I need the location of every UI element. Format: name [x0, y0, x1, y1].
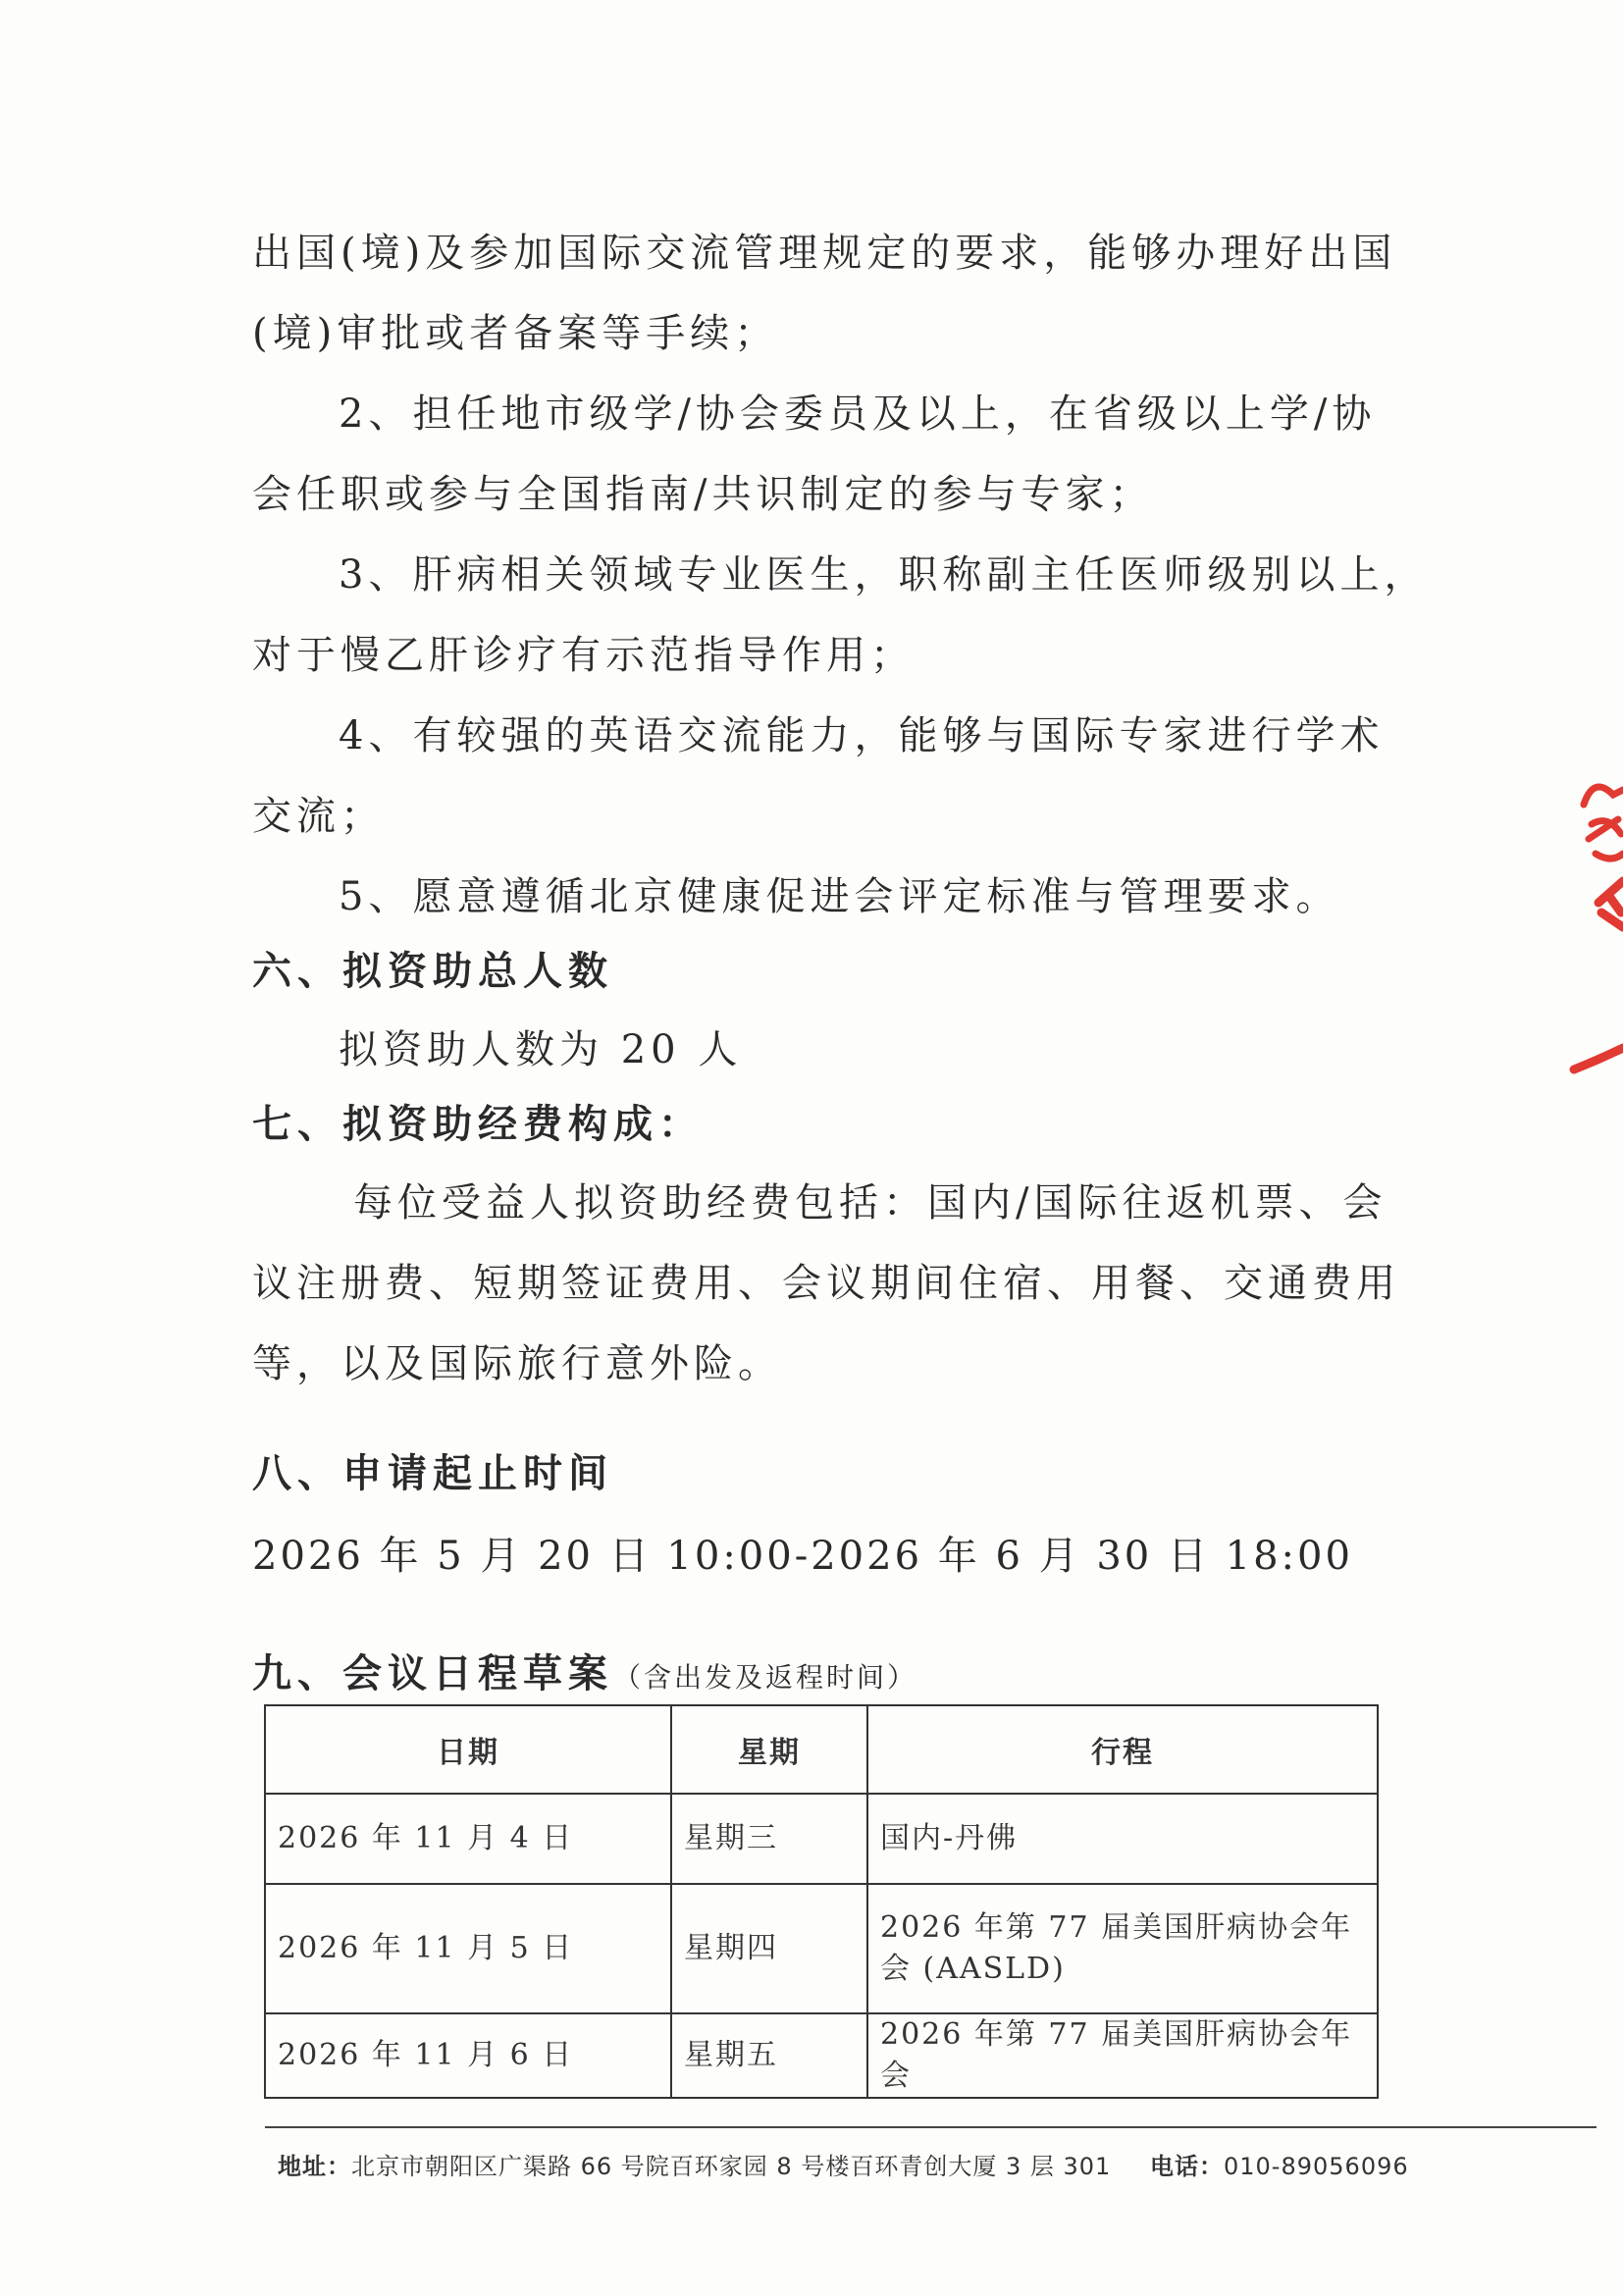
body-line: 每位受益人拟资助经费包括：国内/国际往返机票、会	[353, 1180, 1387, 1226]
table-row	[265, 2013, 1378, 2098]
footer-address-value: 北京市朝阳区广渠路 66 号院百环家园 8 号楼百环青创大厦 3 层 301	[351, 2153, 1112, 2180]
cell-itinerary: 2026 年第 77 届美国肝病协会年会	[867, 2013, 1378, 2098]
section-heading-8: 八、申请起止时间	[252, 1451, 613, 1496]
cell-weekday: 星期五	[671, 2013, 867, 2098]
footer-address	[278, 2147, 1111, 2181]
section-heading-6: 六、拟资助总人数	[252, 949, 613, 994]
criteria-item-4: 4、有较强的英语交流能力，能够与国际专家进行学术	[339, 713, 1385, 758]
schedule-table	[264, 1704, 1379, 2099]
red-seal-fragment-icon	[1515, 765, 1623, 1099]
cell-date: 2026 年 11 月 5 日	[265, 1884, 671, 2013]
body-line: 等，以及国际旅行意外险。	[252, 1341, 782, 1386]
cell-itinerary: 国内-丹佛	[867, 1794, 1378, 1884]
body-line: 交流；	[252, 794, 385, 839]
table-header-row	[265, 1705, 1378, 1794]
criteria-item-3: 3、肝病相关领域专业医生，职称副主任医师级别以上，	[339, 552, 1429, 598]
cell-date: 2026 年 11 月 4 日	[265, 1794, 671, 1884]
cell-weekday: 星期四	[671, 1884, 867, 2013]
cell-date: 2026 年 11 月 6 日	[265, 2013, 671, 2098]
body-line: 对于慢乙肝诊疗有示范指导作用；	[252, 633, 915, 678]
footer-phone-value: 010-89056096	[1224, 2153, 1409, 2180]
section-heading-9-note: （含出发及返程时间）	[613, 1661, 918, 1694]
criteria-item-5: 5、愿意遵循北京健康促进会评定标准与管理要求。	[339, 874, 1340, 919]
body-line: 议注册费、短期签证费用、会议期间住宿、用餐、交通费用	[252, 1261, 1400, 1306]
footer-phone	[1150, 2147, 1409, 2181]
column-header-itinerary: 行程	[867, 1705, 1378, 1794]
table-row	[265, 1794, 1378, 1884]
column-header-date: 日期	[265, 1705, 671, 1794]
footer-phone-label: 电话：	[1150, 2153, 1224, 2180]
section-heading-9	[252, 1644, 1390, 1707]
cell-weekday: 星期三	[671, 1794, 867, 1884]
body-line: 拟资助人数为 20 人	[339, 1027, 743, 1072]
section-heading-9-title: 九、会议日程草案	[252, 1651, 613, 1696]
cell-itinerary: 2026 年第 77 届美国肝病协会年会 (AASLD)	[867, 1884, 1378, 2013]
application-period: 2026 年 5 月 20 日 10:00-2026 年 6 月 30 日 18:00	[252, 1534, 1353, 1579]
body-line: (境)审批或者备案等手续；	[252, 311, 779, 356]
table-row	[265, 1884, 1378, 2013]
column-header-weekday: 星期	[671, 1705, 867, 1794]
body-line: 出国(境)及参加国际交流管理规定的要求，能够办理好出国	[252, 231, 1397, 276]
section-heading-7: 七、拟资助经费构成：	[252, 1102, 704, 1147]
footer-divider	[265, 2126, 1597, 2128]
footer-address-label: 地址：	[278, 2153, 351, 2180]
body-line: 会任职或参与全国指南/共识制定的参与专家；	[252, 472, 1154, 517]
criteria-item-2: 2、担任地市级学/协会委员及以上，在省级以上学/协	[339, 391, 1377, 437]
